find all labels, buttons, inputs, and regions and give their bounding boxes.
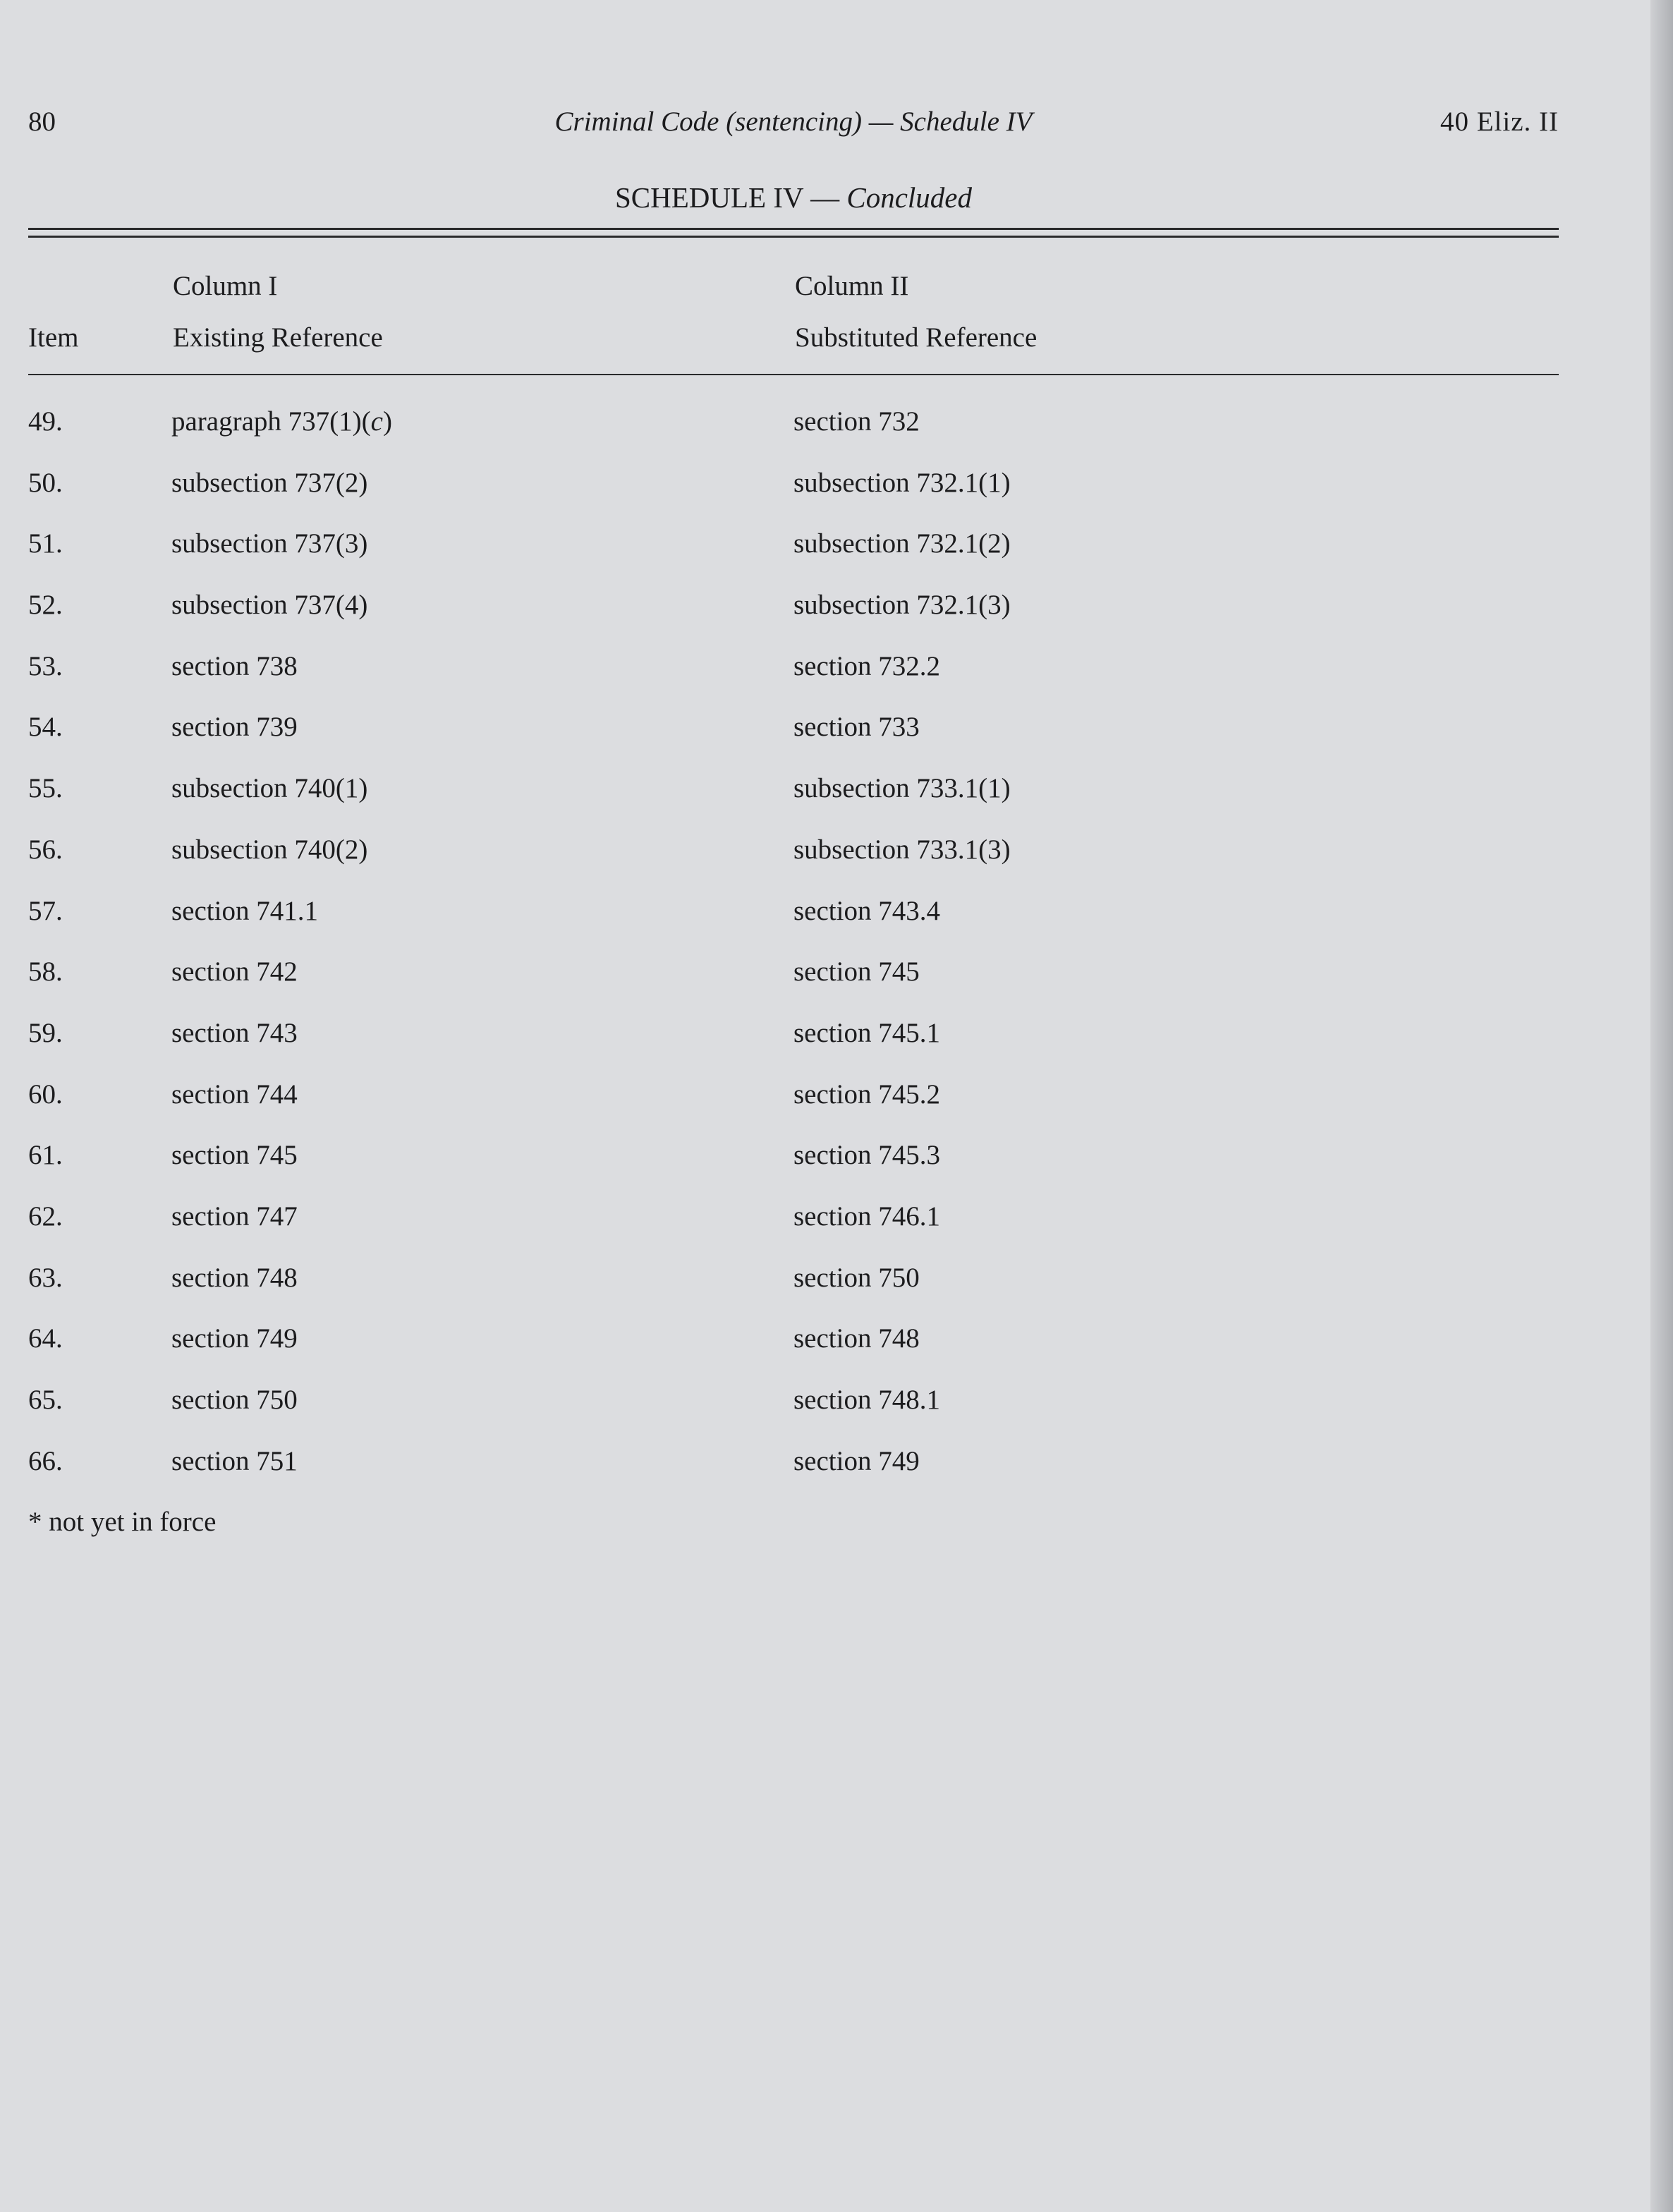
item-number: 57.	[28, 895, 63, 926]
item-number: 64.	[28, 1323, 63, 1354]
existing-reference: section 741.1	[171, 895, 318, 926]
table-row	[0, 711, 1673, 772]
item-number: 60.	[28, 1078, 63, 1110]
existing-reference: subsection 737(2)	[171, 467, 368, 498]
page-header	[28, 106, 1559, 141]
substituted-reference: section 746.1	[793, 1201, 940, 1232]
substituted-reference: subsection 732.1(3)	[793, 590, 1011, 621]
substituted-reference: section 750	[793, 1262, 920, 1293]
table-row	[0, 1139, 1673, 1201]
substituted-reference: subsection 733.1(3)	[793, 834, 1011, 865]
table-row	[0, 406, 1673, 467]
existing-reference: subsection 737(3)	[171, 528, 368, 559]
table-row	[0, 1078, 1673, 1140]
existing-reference: section 745	[171, 1140, 298, 1171]
top-rule-second	[28, 236, 1559, 238]
substituted-reference: section 733	[793, 712, 920, 743]
schedule-table-body	[0, 406, 1673, 1506]
table-row	[0, 834, 1673, 895]
item-number: 51.	[28, 528, 63, 559]
table-row	[0, 1201, 1673, 1262]
existing-reference: section 749	[171, 1323, 298, 1354]
table-row	[0, 1445, 1673, 1507]
item-number: 52.	[28, 590, 63, 621]
substituted-reference: section 748.1	[793, 1385, 940, 1415]
column-1-label: Column I	[173, 271, 278, 301]
column-1-title: Existing Reference	[173, 322, 383, 353]
substituted-reference: section 732.2	[793, 650, 940, 681]
substituted-reference: subsection 733.1(1)	[793, 773, 1011, 804]
existing-reference: section 738	[171, 650, 298, 681]
existing-reference: section 742	[171, 956, 298, 988]
schedule-title	[28, 181, 1559, 214]
substituted-reference: section 732	[793, 406, 920, 437]
table-row	[0, 1262, 1673, 1323]
existing-reference: section 748	[171, 1262, 298, 1293]
table-row	[0, 528, 1673, 589]
existing-reference: section 751	[171, 1445, 298, 1476]
substituted-reference: section 745.3	[793, 1140, 940, 1171]
substituted-reference: section 745.2	[793, 1078, 940, 1110]
table-row	[0, 895, 1673, 956]
column-2-title: Substituted Reference	[795, 322, 1038, 353]
substituted-reference: subsection 732.1(2)	[793, 528, 1011, 559]
existing-reference: section 743	[171, 1017, 298, 1048]
existing-reference: subsection 737(4)	[171, 590, 368, 621]
table-row	[0, 956, 1673, 1017]
item-number: 55.	[28, 773, 63, 804]
column-2-label: Column II	[795, 271, 909, 301]
substituted-reference: subsection 732.1(1)	[793, 467, 1011, 498]
item-number: 50.	[28, 467, 63, 498]
existing-reference: paragraph 737(1)(c)	[171, 406, 392, 437]
existing-reference: section 739	[171, 712, 298, 743]
table-row	[0, 1323, 1673, 1384]
item-number: 54.	[28, 712, 63, 743]
page-number: 80	[28, 107, 56, 137]
item-number: 53.	[28, 650, 63, 681]
item-number: 58.	[28, 956, 63, 988]
header-rule	[28, 374, 1559, 375]
substituted-reference: section 745.1	[793, 1017, 940, 1048]
item-number: 49.	[28, 406, 63, 437]
table-row	[0, 772, 1673, 834]
existing-reference: subsection 740(2)	[171, 834, 368, 865]
table-row	[0, 1017, 1673, 1078]
existing-reference: subsection 740(1)	[171, 773, 368, 804]
top-rule	[28, 228, 1559, 230]
item-number: 66.	[28, 1445, 63, 1476]
substituted-reference: section 749	[793, 1445, 920, 1476]
table-row	[0, 650, 1673, 712]
item-column-header: Item	[28, 322, 79, 353]
table-row	[0, 1384, 1673, 1445]
substituted-reference: section 743.4	[793, 895, 940, 926]
substituted-reference: section 748	[793, 1323, 920, 1354]
item-number: 59.	[28, 1017, 63, 1048]
existing-reference: section 747	[171, 1201, 298, 1232]
existing-reference: section 744	[171, 1078, 298, 1110]
item-number: 56.	[28, 834, 63, 865]
schedule-title-main: SCHEDULE IV —	[614, 181, 847, 214]
item-number: 65.	[28, 1385, 63, 1415]
existing-reference: section 750	[171, 1385, 298, 1415]
footnote: * not yet in force	[28, 1507, 217, 1537]
schedule-title-italic: Concluded	[846, 181, 973, 214]
table-row	[0, 589, 1673, 650]
substituted-reference: section 745	[793, 956, 920, 988]
item-number: 61.	[28, 1140, 63, 1171]
running-title: Criminal Code (sentencing) — Schedule IV	[554, 107, 1033, 137]
item-number: 63.	[28, 1262, 63, 1293]
table-row	[0, 467, 1673, 528]
item-number: 62.	[28, 1201, 63, 1232]
regnal-year: 40 Eliz. II	[1440, 107, 1559, 137]
